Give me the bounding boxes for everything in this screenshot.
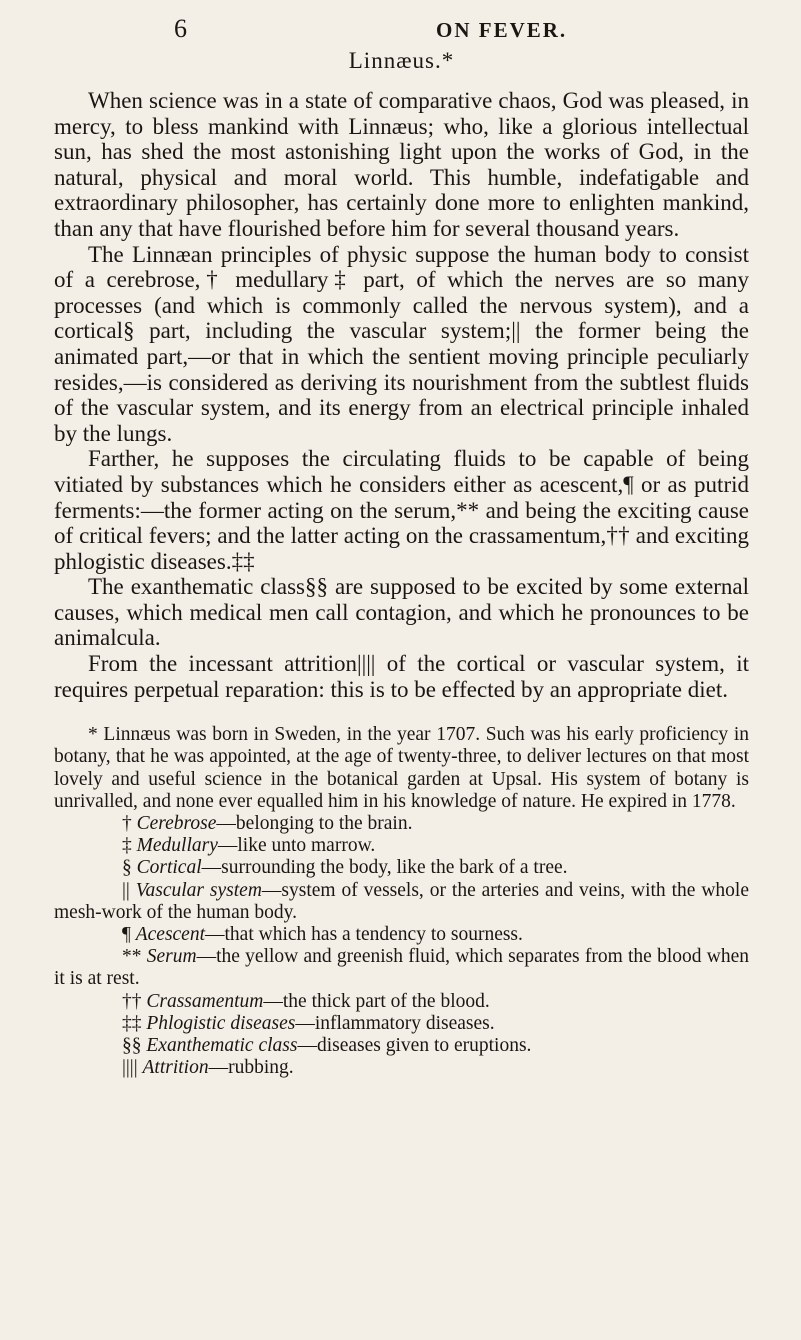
footnote-term: Serum <box>146 946 197 968</box>
running-head <box>54 0 749 44</box>
footnote-term: Exanthematic class <box>146 1035 298 1057</box>
footnote-text: —belonging to the brain. <box>216 813 413 835</box>
footnote-definition <box>54 1035 749 1057</box>
footnote-text: —that which has a tendency to sourness. <box>205 924 523 946</box>
footnote-definition <box>54 880 749 924</box>
footnote-term: Acescent <box>135 924 206 946</box>
section-heading: Linnæus.* <box>348 48 455 73</box>
footnote-mark: †† <box>122 990 142 1012</box>
footnotes <box>54 724 749 1079</box>
footnote-definition <box>54 835 749 857</box>
footnote-mark: |||| <box>122 1057 138 1079</box>
footnote-mark: § <box>122 857 132 879</box>
footnote-definition <box>54 1013 749 1035</box>
footnote-text: —the yellow and greenish fluid, which separates from the blood when it is at rest. <box>54 946 750 990</box>
footnote-text: —diseases given to eruptions. <box>297 1035 532 1057</box>
footnote-mark: ¶ <box>122 924 131 946</box>
footnote-definition <box>54 991 749 1013</box>
paragraph: The exanthematic class§§ are supposed to be excited by some external causes, which medical men call contagion, and which he pronounces to be animalcula. <box>54 574 749 651</box>
footnote-biography: * Linnæus was born in Sweden, in the year 1707. Such was his early proficiency in botany, that he was appointed, at the age of twenty-three, to deliver lectures on that most lovely and useful science in the botanical garden at Upsal. His system of botany is unrivalled, and none ever equalled him in his knowledge of nature. He expired in 1778. <box>54 724 749 812</box>
footnote-mark: † <box>122 813 132 835</box>
footnote-text: —inflammatory diseases. <box>295 1012 495 1034</box>
footnote-definition <box>54 946 749 990</box>
footnote-term: Vascular system <box>135 879 262 901</box>
footnote-term: Medullary <box>136 835 218 857</box>
footnote-text: —like unto marrow. <box>217 835 376 857</box>
footnote-definition <box>54 924 749 946</box>
footnote-text: —rubbing. <box>208 1057 294 1079</box>
footnote-definition <box>54 813 749 835</box>
footnote-mark: ‡ <box>122 835 132 857</box>
footnote-text: —surrounding the body, like the bark of a tree. <box>201 857 568 879</box>
footnote-term: Attrition <box>142 1057 209 1079</box>
footnote-term: Crassamentum <box>146 990 264 1012</box>
footnote-term: Cortical <box>136 857 202 879</box>
page-number: 6 <box>174 14 187 43</box>
footnote-text: —the thick part of the blood. <box>263 990 490 1012</box>
paragraph: When science was in a state of comparative chaos, God was pleased, in mercy, to bless mankind with Linnæus; who, like a glorious intellectual sun, has shed the most astonishing light upon the works of God, in the natural, physical and moral world. This humble, indefatigable and extraordinary philosopher, has certainly done more to enlighten mankind, than any that have flourished before him for several thousand years. <box>54 88 749 241</box>
footnote-term: Phlogistic diseases <box>146 1012 296 1034</box>
paragraph: Farther, he supposes the circulating fluids to be capable of being vitiated by substances which he considers either as acescent,¶ or as putrid ferments:—the former acting on the serum,** and being the exciting cause of critical fevers; and the latter acting on the crassamentum,†† and exciting phlogistic diseases.‡‡ <box>54 446 749 574</box>
footnote-term: Cerebrose <box>136 813 217 835</box>
footnote-text: —system of vessels, or the arteries and veins, with the whole mesh-work of the human body. <box>54 879 750 923</box>
running-title: ON FEVER. <box>436 18 568 42</box>
footnote-definition <box>54 1057 749 1079</box>
paragraph: From the incessant attrition|||| of the cortical or vascular system, it requires perpetual reparation: this is to be effected by an appropriate diet. <box>54 651 749 702</box>
footnote-definition <box>54 857 749 879</box>
footnote-mark: ‡‡ <box>122 1012 142 1034</box>
footnote-mark: || <box>122 879 130 901</box>
body-text <box>54 88 749 702</box>
footnote-mark: §§ <box>122 1035 142 1057</box>
paragraph: The Linnæan principles of physic suppose the human body to consist of a cerebrose,† medullary‡ part, of which the nerves are so many processes (and which is commonly called the nervous system), and a cortical§ part, including the vascular system;|| the former being the animated part,—or that in which the sentient moving principle peculiarly resides,—is considered as deriving its nourishment from the subtlest fluids of the vascular system, and its energy from an electrical principle inhaled by the lungs. <box>54 241 749 446</box>
footnote-mark: ** <box>122 946 142 968</box>
